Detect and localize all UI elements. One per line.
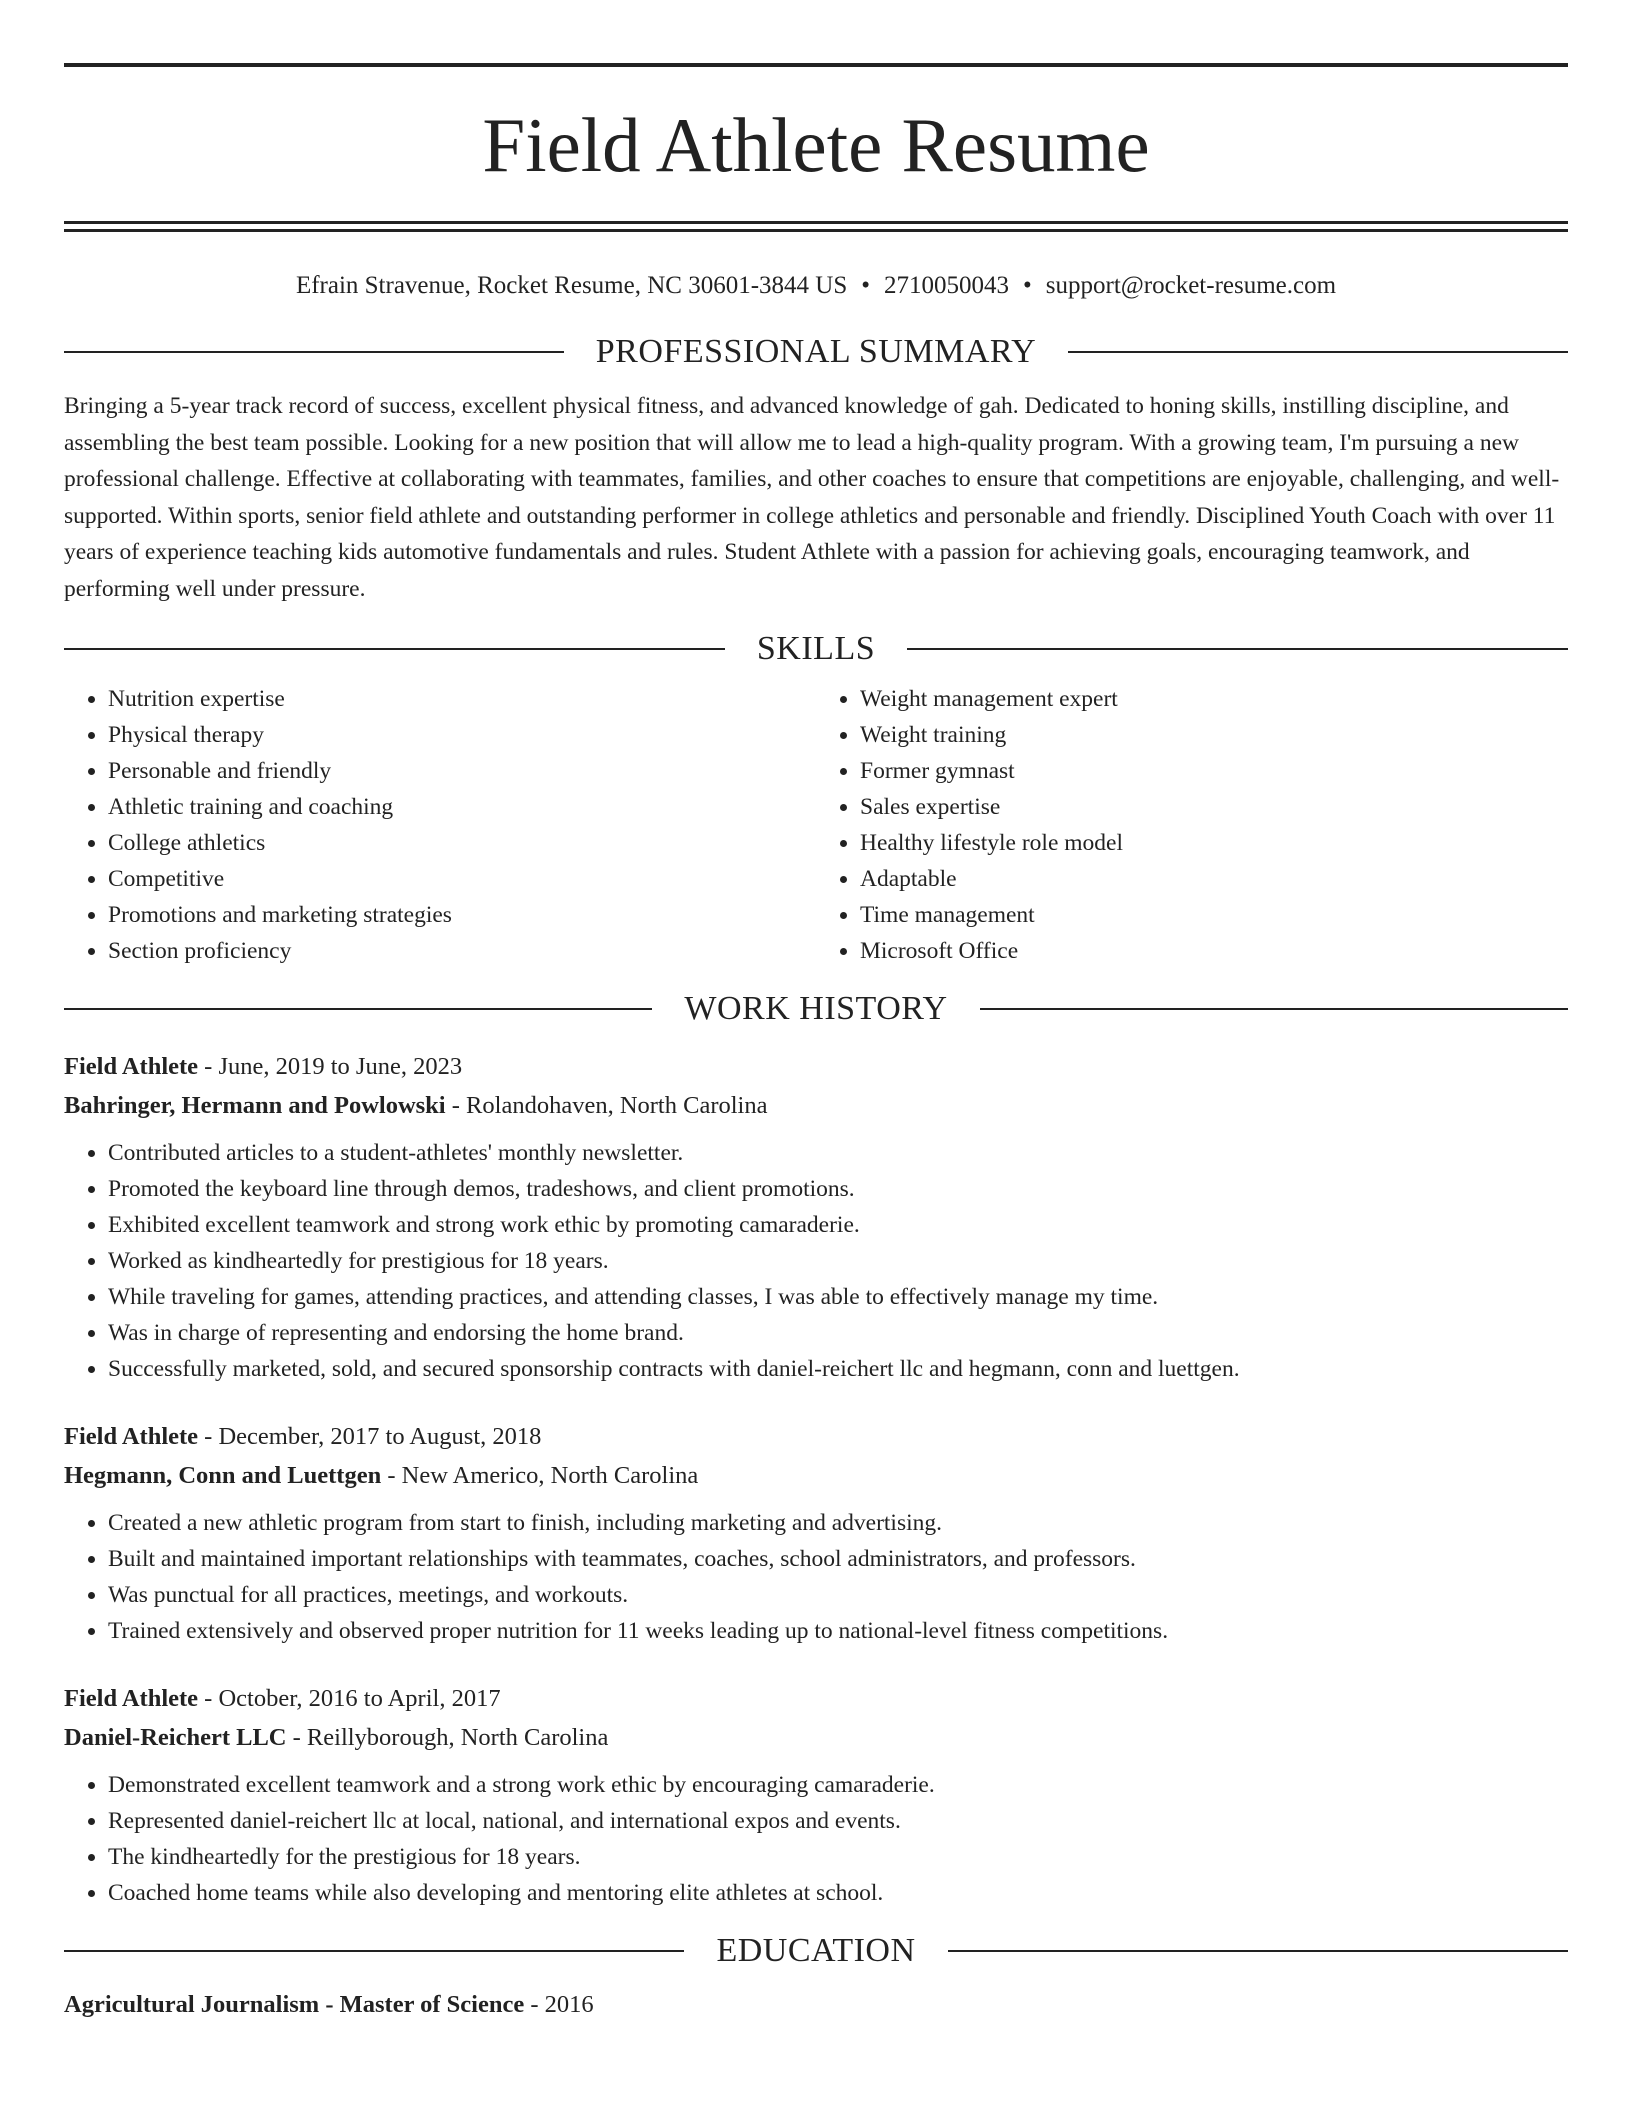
job-entry [64,1417,1568,1649]
job-bullets [64,1505,1568,1649]
job-bullet: • Built and maintained important relationships with teammates, coaches, school administrators, and professors. [108,1541,1568,1577]
skill-item: • College athletics [108,825,816,861]
skill-item: • Promotions and marketing strategies [108,897,816,933]
skills-heading [64,627,1568,671]
education-heading-label: EDUCATION [716,1932,916,1969]
heading-rule [64,648,725,650]
contact-separator: • [861,272,870,299]
job-company-line: Hegmann, Conn and Luettgen - New Americo, North Carolina [64,1462,699,1489]
skill-item: • Microsoft Office [860,933,1568,969]
contact-phone: 2710050043 [884,272,1009,299]
heading-rule [980,1008,1568,1010]
job-bullet: • Was in charge of representing and endorsing the home brand. [108,1315,1568,1351]
skill-item: • Competitive [108,861,816,897]
job-location: Reillyborough, North Carolina [306,1724,609,1751]
skill-item: • Section proficiency [108,933,816,969]
job-bullet: • While traveling for games, attending practices, and attending classes, I was able to effectively manage my time. [108,1279,1568,1315]
education-heading [64,1929,1568,1973]
top-rule [64,63,1568,67]
job-bullet: • Worked as kindheartedly for prestigious for 18 years. [108,1243,1568,1279]
job-company-line: Daniel-Reichert LLC - Reillyborough, North Carolina [64,1724,609,1751]
skills-column-right [816,681,1568,969]
job-dates: October, 2016 to April, 2017 [218,1685,501,1712]
skill-item: • Sales expertise [860,789,1568,825]
job-bullet: • Represented daniel-reichert llc at local, national, and international expos and events. [108,1803,1568,1839]
work-heading [64,987,1568,1031]
skill-item: • Nutrition expertise [108,681,816,717]
job-bullet: • Successfully marketed, sold, and secured sponsorship contracts with daniel-reichert llc and hegmann, conn and luettgen. [108,1351,1568,1387]
job-dates: December, 2017 to August, 2018 [218,1423,542,1450]
job-bullet: • Trained extensively and observed proper nutrition for 11 weeks leading up to national-level fitness competitions. [108,1613,1568,1649]
job-dates: June, 2019 to June, 2023 [218,1053,463,1080]
contact-separator: • [1023,272,1032,299]
title-double-rule [64,221,1568,232]
skill-item: • Time management [860,897,1568,933]
heading-rule [907,648,1568,650]
job-bullet: • The kindheartedly for the prestigious for 18 years. [108,1839,1568,1875]
job-company-line: Bahringer, Hermann and Powlowski - Rolandohaven, North Carolina [64,1092,768,1119]
skills-heading-label: SKILLS [756,630,876,667]
job-bullet: • Contributed articles to a student-athletes' monthly newsletter. [108,1135,1568,1171]
job-location: New Americo, North Carolina [401,1462,699,1489]
heading-rule [64,351,564,353]
education-year: 2016 [544,1991,594,2018]
heading-rule [1068,351,1568,353]
job-title: Field Athlete [64,1053,199,1080]
job-title: Field Athlete [64,1423,199,1450]
job-entry [64,1679,1568,1911]
summary-heading [64,330,1568,374]
skill-item: • Healthy lifestyle role model [860,825,1568,861]
job-bullet: • Created a new athletic program from start to finish, including marketing and advertising. [108,1505,1568,1541]
job-bullet: • Demonstrated excellent teamwork and a strong work ethic by encouraging camaraderie. [108,1767,1568,1803]
resume-page [64,0,1568,2024]
skill-item: • Athletic training and coaching [108,789,816,825]
skill-item: • Weight training [860,717,1568,753]
job-bullet: • Exhibited excellent teamwork and strong work ethic by promoting camaraderie. [108,1207,1568,1243]
education-field: Agricultural Journalism [64,1991,320,2018]
work-heading-label: WORK HISTORY [684,990,948,1027]
summary-text: Bringing a 5-year track record of success, excellent physical fitness, and advanced knowledge of gah. Dedicated to honing skills, instilling discipline, and assembling the best team possible. Looking for a new position that will allow me to lead a high-quality program. With a growing team, I'm pursuing a new professional challenge. Effective at collaborating with teammates, families, and other coaches to ensure that competitions are enjoyable, challenging, and well-supported. Within sports, senior field athlete and outstanding performer in college athletics and personable and friendly. Disciplined Youth Coach with over 11 years of experience teaching kids automotive fundamentals and rules. Student Athlete with a passion for achieving goals, encouraging teamwork, and performing well under pressure. [64,393,1560,602]
contact-address: Efrain Stravenue, Rocket Resume, NC 30601-3844 US [295,272,848,299]
skill-item: • Weight management expert [860,681,1568,717]
skills-column-left [64,681,816,969]
summary-heading-label: PROFESSIONAL SUMMARY [595,333,1037,370]
job-bullet: • Coached home teams while also developing and mentoring elite athletes at school. [108,1875,1568,1911]
contact-email: support@rocket-resume.com [1045,272,1337,299]
education-entry: Agricultural Journalism - Master of Science - 2016 [64,1991,594,2018]
skill-item: • Adaptable [860,861,1568,897]
job-entry [64,1047,1568,1387]
job-bullets [64,1767,1568,1911]
job-bullet: • Promoted the keyboard line through demos, tradeshows, and client promotions. [108,1171,1568,1207]
job-title-line: Field Athlete - October, 2016 to April, 2017 [64,1685,501,1712]
skill-item: • Former gymnast [860,753,1568,789]
job-company: Bahringer, Hermann and Powlowski [64,1092,446,1119]
job-company: Daniel-Reichert LLC [64,1724,287,1751]
heading-rule [64,1950,684,1952]
job-location: Rolandohaven, North Carolina [466,1092,768,1119]
heading-rule [64,1008,652,1010]
contact-line [64,268,1568,304]
job-title-line: Field Athlete - December, 2017 to August, 2018 [64,1423,542,1450]
heading-rule [948,1950,1568,1952]
skill-item: • Physical therapy [108,717,816,753]
skills-list [64,681,1568,969]
job-title-line: Field Athlete - June, 2019 to June, 2023 [64,1053,463,1080]
skill-item: • Personable and friendly [108,753,816,789]
page-title: Field Athlete Resume [482,102,1150,188]
job-bullets [64,1135,1568,1387]
job-company: Hegmann, Conn and Luettgen [64,1462,382,1489]
education-degree: Master of Science [339,1991,525,2018]
job-title: Field Athlete [64,1685,199,1712]
job-bullet: • Was punctual for all practices, meetings, and workouts. [108,1577,1568,1613]
